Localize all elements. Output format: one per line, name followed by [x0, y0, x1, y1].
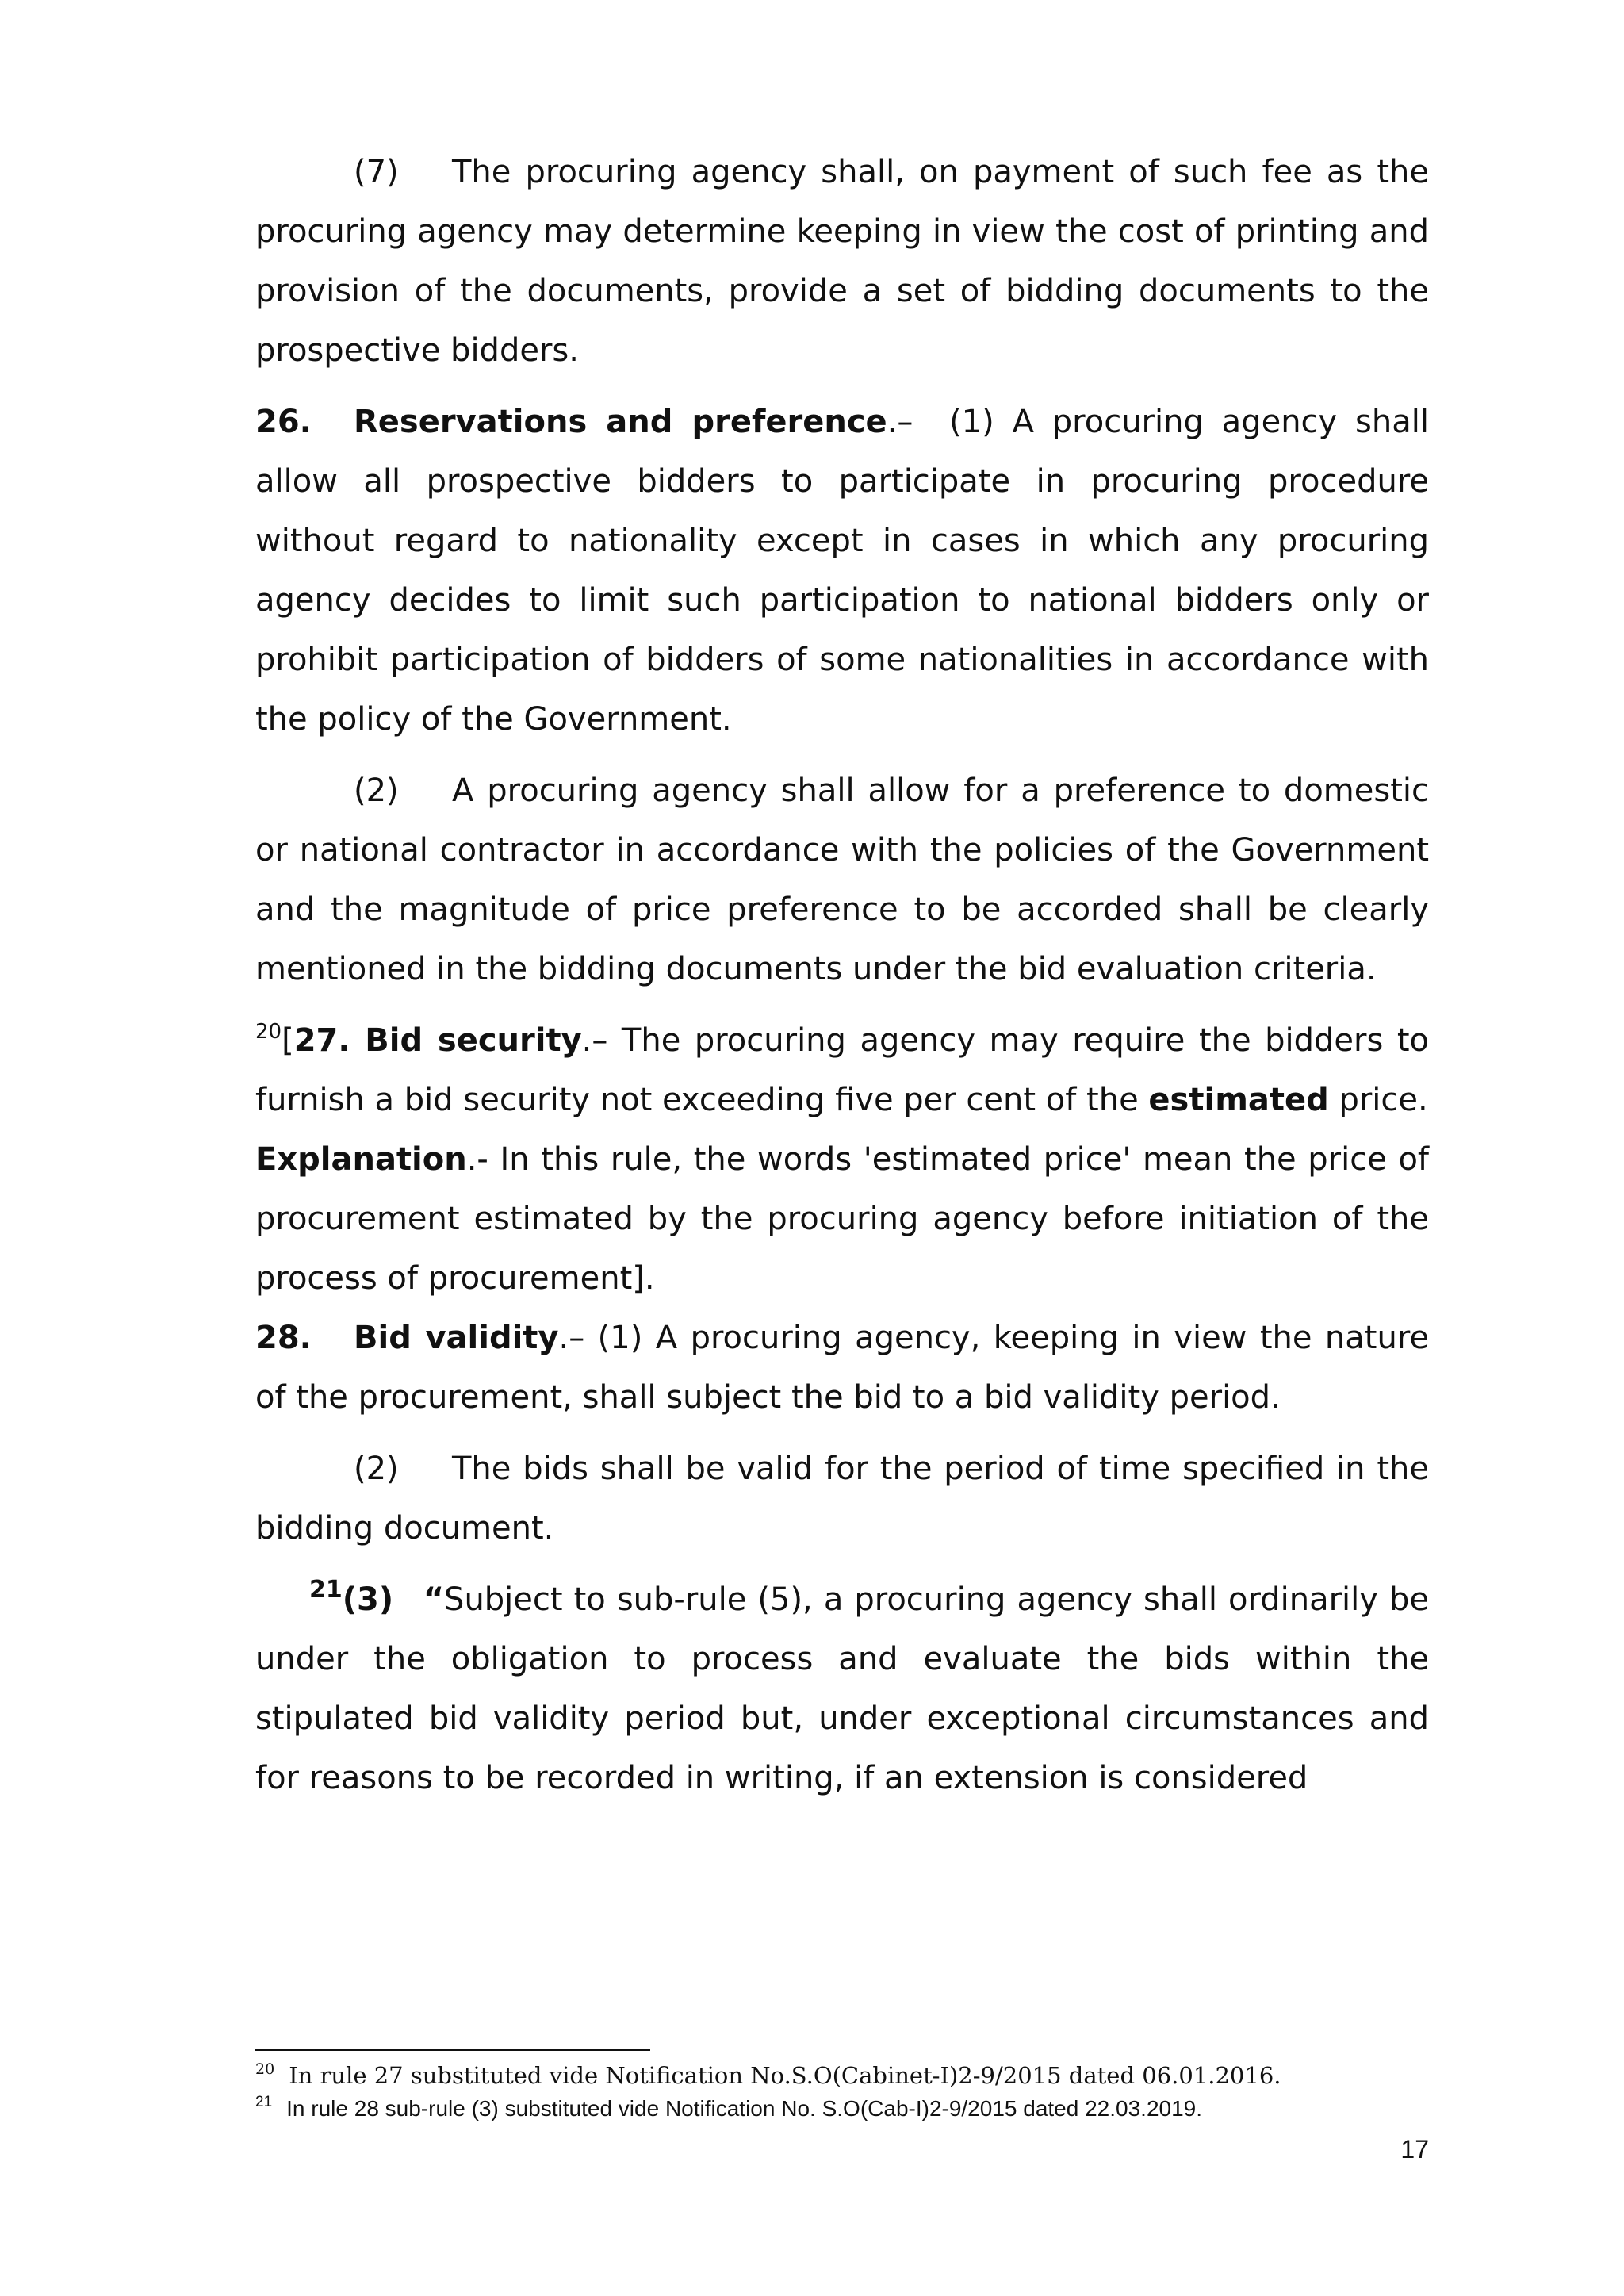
rule-26-sub-rule-2 — [255, 761, 1429, 999]
emphasized-word: estimated — [1148, 1082, 1329, 1118]
opening-bracket: [ — [282, 1022, 294, 1059]
footnote-number: 21 — [255, 2094, 273, 2110]
paragraph-text: (1) A procuring agency, keeping in view the nature of the procurement, shall subject the bid to a bid validity period. — [255, 1320, 1429, 1416]
paragraph-text: The procuring agency shall, on payment of such fee as the procuring agency may determine keeping in view the cost of printing and provision of the documents, provide a set of bidding documents to the prospective bidders. — [255, 154, 1429, 369]
document-body — [255, 143, 1429, 1820]
paragraph-text: A procuring agency shall allow for a preference to domestic or national contractor in accordance with the policies of the Government and the magnitude of price preference to be accorded shall be clearly mentioned in the bidding documents under the bid evaluation criteria. — [255, 772, 1429, 987]
heading-separator: .– — [887, 404, 914, 440]
rule-28-bid-validity — [255, 1309, 1429, 1428]
sub-rule-number: (3) — [342, 1581, 394, 1618]
heading-separator: .– — [581, 1022, 608, 1059]
explanation-heading: Explanation — [255, 1141, 467, 1178]
rule-28-sub-rule-2 — [255, 1439, 1429, 1558]
rule-28-sub-rule-3 — [255, 1570, 1429, 1808]
rule-number: 26. — [255, 404, 312, 440]
rule-heading: Reservations and preference — [354, 404, 887, 440]
rule-number: 28. — [255, 1320, 312, 1356]
paragraph-text: The procuring agency may require the bidders to furnish a bid security not exceeding five per cent of the — [255, 1022, 1429, 1118]
heading-separator: .– — [558, 1320, 585, 1356]
sub-rule-number: (2) — [354, 1451, 399, 1487]
rule-26-reservations-and-preference — [255, 393, 1429, 749]
heading-separator: .- — [466, 1141, 488, 1178]
footnote-number: 20 — [255, 2060, 275, 2078]
sub-rule-number: (2) — [354, 772, 399, 809]
footnote-reference-21: 21 — [309, 1576, 343, 1604]
opening-quote: “ — [423, 1581, 445, 1618]
rule-27-bid-security — [255, 1011, 1429, 1130]
footnote-20 — [255, 2059, 1429, 2092]
rule-heading: 27. Bid security — [293, 1022, 582, 1059]
paragraph-sub-rule-7 — [255, 143, 1429, 381]
footnote-reference-20: 20 — [255, 1020, 282, 1044]
footnote-text: In rule 27 substituted vide Notification No.S.O(Cabinet-I)2-9/2015 dated 06.01.2016. — [289, 2062, 1281, 2089]
page-number: 17 — [1400, 2135, 1429, 2164]
sub-rule-number: (7) — [354, 154, 399, 190]
footnotes — [255, 2059, 1429, 2125]
rule-27-explanation — [255, 1130, 1429, 1309]
paragraph-text: (1) A procuring agency shall allow all prospective bidders to participate in procuring procedure without regard to nationality except in cases in which any procuring agency decides to limit such participation to national bidders only or prohibit participation of bidders of some nationalities in accordance with the policy of the Government. — [255, 404, 1429, 738]
paragraph-text: In this rule, the words 'estimated price' mean the price of procurement estimated by the procuring agency before initiation of the process of procurement]. — [255, 1141, 1429, 1297]
paragraph-text: The bids shall be valid for the period of time specified in the bidding document. — [255, 1451, 1429, 1547]
footnote-text: In rule 28 sub-rule (3) substituted vide Notification No. S.O(Cab-I)2-9/2015 dated 22.03.2019. — [286, 2096, 1203, 2121]
rule-heading: Bid validity — [354, 1320, 559, 1356]
paragraph-text: Subject to sub-rule (5), a procuring agency shall ordinarily be under the obligation to process and evaluate the bids within the stipulated bid validity period but, under exceptional circumstances and for reasons to be recorded in writing, if an extension is considered — [255, 1581, 1429, 1796]
footnote-21 — [255, 2092, 1429, 2125]
footnote-separator — [255, 2049, 650, 2051]
paragraph-text-end: price. — [1339, 1082, 1428, 1118]
